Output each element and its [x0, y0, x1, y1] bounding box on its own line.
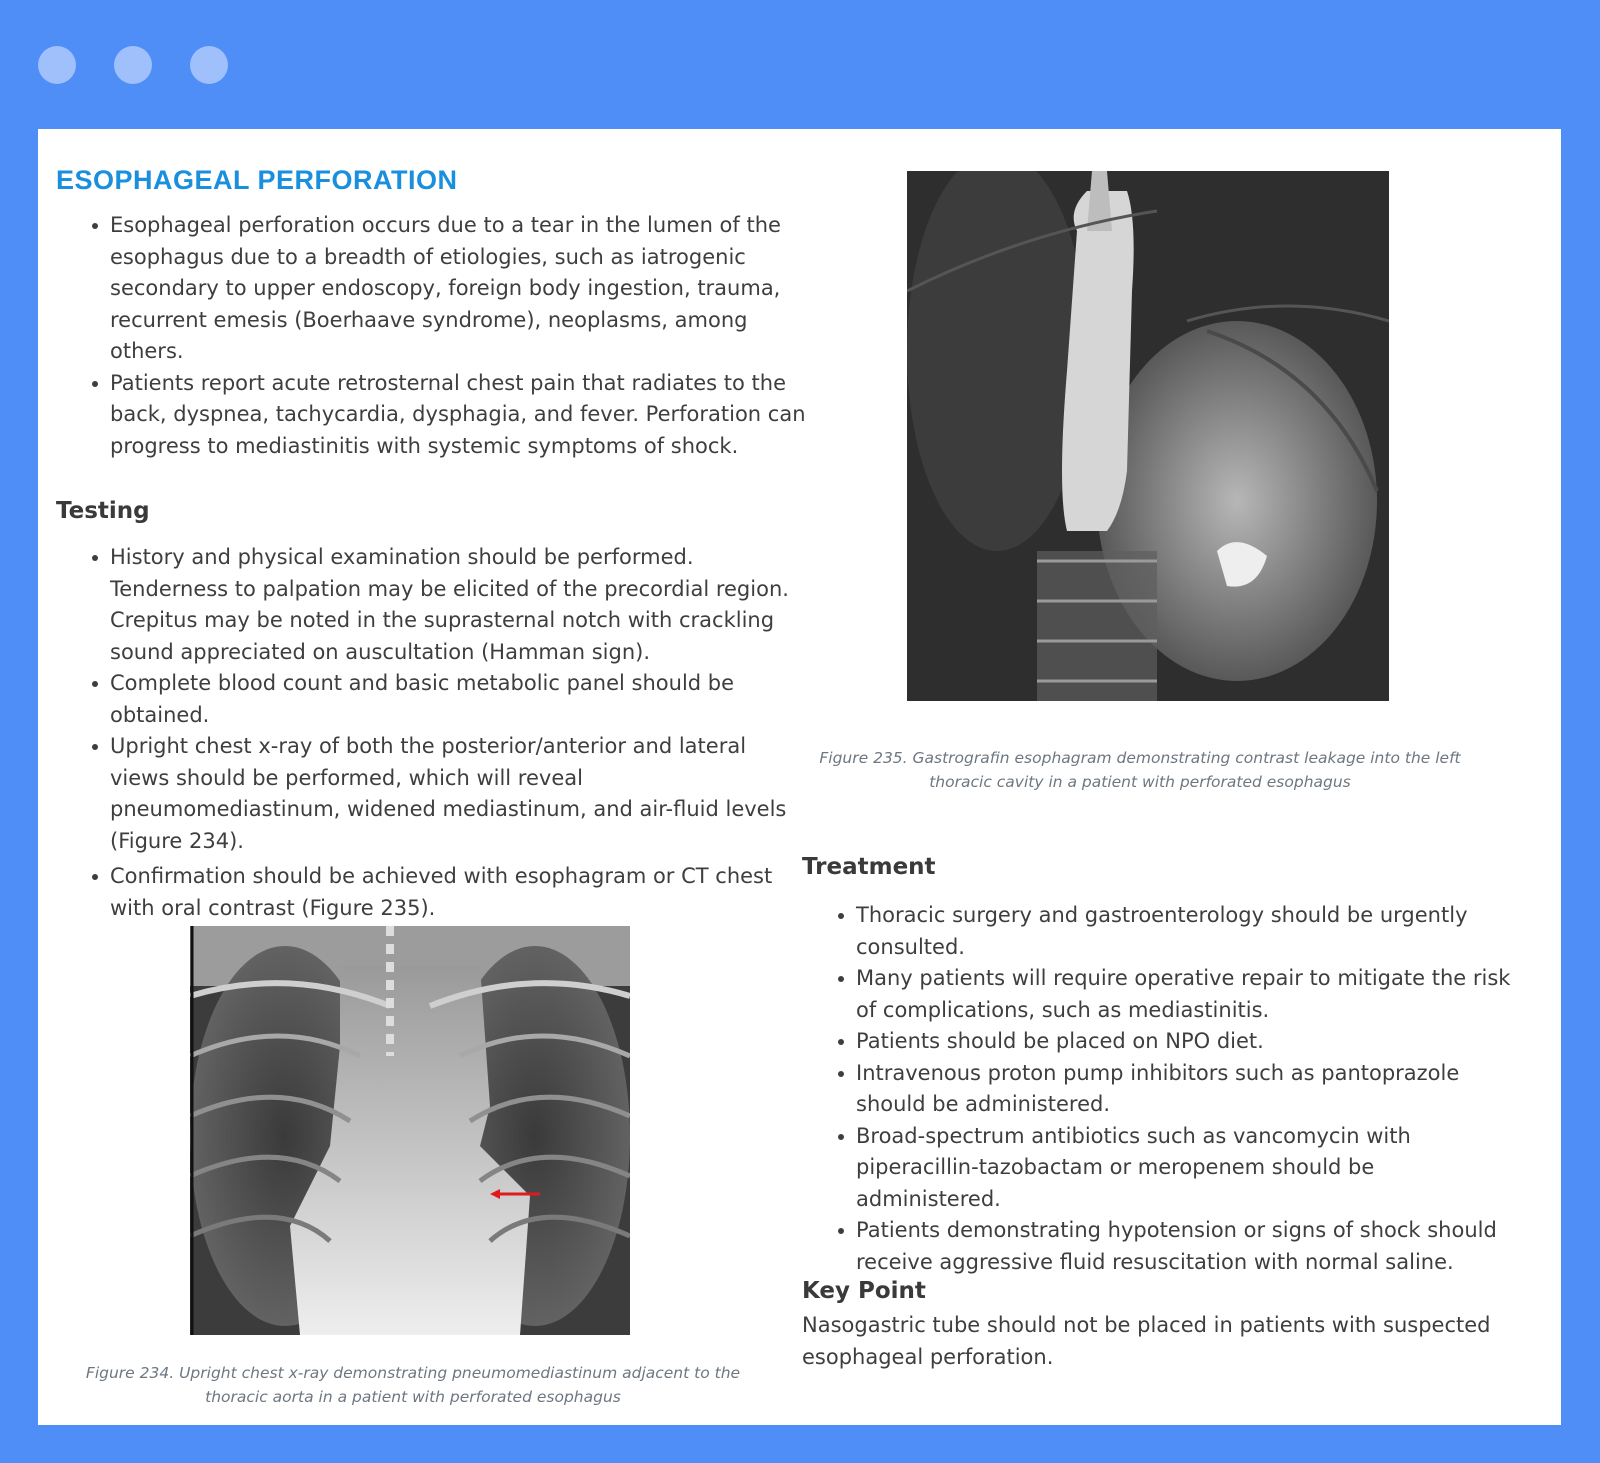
- list-item: Complete blood count and basic metabolic panel should be obtained.: [110, 668, 808, 731]
- window-minimize-dot[interactable]: [114, 46, 152, 84]
- figure-235-caption: Figure 235. Gastrografin esophagram demonstrating contrast leakage into the left thoracic cavity in a patient with perforated esophagus: [819, 749, 1461, 791]
- figure-234-caption: Figure 234. Upright chest x-ray demonstrating pneumomediastinum adjacent to the thoracic aorta in a patient with perforated esophagus: [85, 1364, 741, 1406]
- list-item: Patients report acute retrosternal chest pain that radiates to the back, dyspnea, tachycardia, dysphagia, and fever. Perforation can progress to mediastinitis with systemic symptoms of shock.: [110, 368, 808, 463]
- key-point-text: Nasogastric tube should not be placed in patients with suspected esophageal perforation.: [802, 1313, 1491, 1369]
- list-item: Patients should be placed on NPO diet.: [856, 1026, 1522, 1058]
- chest-xray-image: [190, 926, 630, 1335]
- list-item: Intravenous proton pump inhibitors such as pantoprazole should be administered.: [856, 1058, 1522, 1121]
- list-item: Upright chest x-ray of both the posterior/anterior and lateral views should be performed, which will reveal pneumomediastinum, widened mediastinum, and air-fluid levels (Figure 234).: [110, 731, 808, 857]
- list-item: Esophageal perforation occurs due to a tear in the lumen of the esophagus due to a breadth of etiologies, such as iatrogenic secondary to upper endoscopy, foreign body ingestion, trauma, recurrent emesis (Boerhaave syndrome), neoplasms, among others.: [110, 210, 808, 368]
- list-item: Thoracic surgery and gastroenterology should be urgently consulted.: [856, 900, 1522, 963]
- treatment-section: [802, 854, 1522, 1278]
- key-point-heading: Key Point: [802, 1278, 926, 1304]
- window-maximize-dot[interactable]: [190, 46, 228, 84]
- testing-heading: Testing: [56, 498, 150, 524]
- list-item: Many patients will require operative repair to mitigate the risk of complications, such as mediastinitis.: [856, 963, 1522, 1026]
- figure-235-esophagram: [907, 171, 1389, 701]
- list-item: History and physical examination should be performed. Tenderness to palpation may be elicited of the precordial region. Crepitus may be noted in the suprasternal notch with crackling sound appreciated on auscultation (Hamman sign).: [110, 542, 808, 668]
- list-item: Broad-spectrum antibiotics such as vancomycin with piperacillin-tazobactam or meropenem should be administered.: [856, 1121, 1522, 1216]
- esophagram-image: [907, 171, 1389, 701]
- list-item: Confirmation should be achieved with esophagram or CT chest with oral contrast (Figure 235).: [110, 861, 808, 924]
- testing-list: [56, 542, 808, 924]
- list-item: Patients demonstrating hypotension or signs of shock should receive aggressive fluid resuscitation with normal saline.: [856, 1215, 1522, 1278]
- page-title: ESOPHAGEAL PERFORATION: [56, 165, 458, 195]
- treatment-list: [802, 900, 1522, 1278]
- intro-list: [56, 210, 808, 462]
- left-column: [56, 165, 808, 924]
- window-close-dot[interactable]: [38, 46, 76, 84]
- figure-234-chest-xray: [190, 926, 630, 1335]
- key-point-section: [802, 1278, 1522, 1373]
- treatment-heading: Treatment: [802, 854, 936, 880]
